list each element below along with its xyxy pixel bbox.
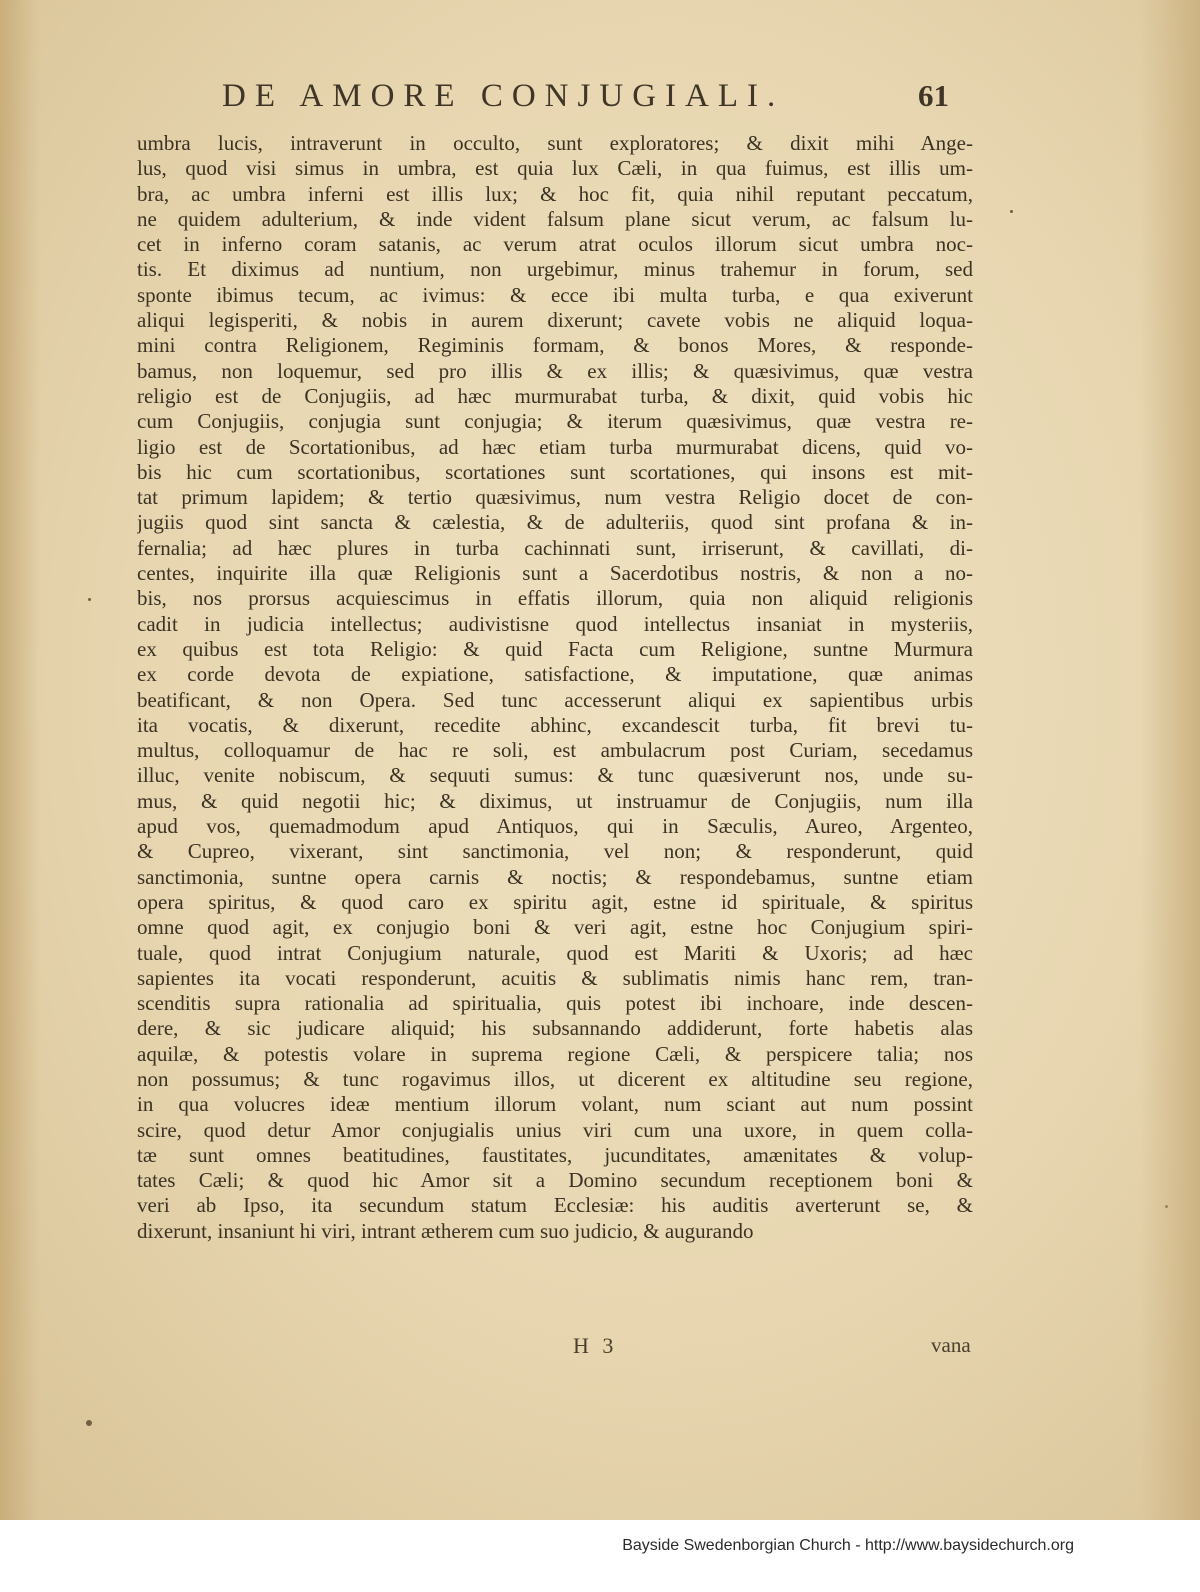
text-line: bis hic cum scortationibus, scortationes sunt scortationes, qui insons est mit- [137, 459, 973, 484]
paper-speck [88, 598, 91, 601]
text-line: ita vocatis, & dixerunt, recedite abhinc, excandescit turba, fit brevi tu- [137, 712, 973, 737]
text-line: sapientes ita vocati responderunt, acuitis & sublimatis nimis hanc rem, tran- [137, 965, 973, 990]
text-line: in qua volucres ideæ mentium illorum volant, num sciant aut num possint [137, 1092, 973, 1117]
paper-speck [1010, 210, 1013, 213]
text-line: scire, quod detur Amor conjugialis unius viri cum una uxore, in quem colla- [137, 1117, 973, 1142]
text-line: tæ sunt omnes beatitudines, faustitates, jucunditates, amænitates & volup- [137, 1142, 973, 1167]
text-line: dere, & sic judicare aliquid; his subsannando addiderunt, forte habetis alas [137, 1016, 973, 1041]
text-line: religio est de Conjugiis, ad hæc murmurabat turba, & dixit, quid vobis hic [137, 383, 973, 408]
text-line: tates Cæli; & quod hic Amor sit a Domino secundum receptionem boni & [137, 1168, 973, 1193]
text-line: fernalia; ad hæc plures in turba cachinnati sunt, irriserunt, & cavillati, di- [137, 535, 973, 560]
body-text [137, 131, 973, 1244]
text-line: bis, nos prorsus acquiescimus in effatis illorum, quia non aliquid religionis [137, 586, 973, 611]
text-line: jugiis quod sint sancta & cælestia, & de adulteriis, quod sint profana & in- [137, 510, 973, 535]
text-line: ligio est de Scortationibus, ad hæc etiam turba murmurabat dicens, quid vo- [137, 434, 973, 459]
footer-band [0, 1520, 1200, 1592]
text-line: bamus, non loquemur, sed pro illis & ex illis; & quæsivimus, quæ vestra [137, 358, 973, 383]
catchword: vana [931, 1333, 971, 1357]
text-line: mini contra Religionem, Regiminis formam, & bonos Mores, & responde- [137, 333, 973, 358]
text-line: bra, ac umbra inferni est illis lux; & hoc fit, quia nihil reputant peccatum, [137, 181, 973, 206]
text-line: multus, colloquamur de hac re soli, est ambulacrum post Curiam, secedamus [137, 738, 973, 763]
text-line: opera spiritus, & quod caro ex spiritu agit, estne id spirituale, & spiritus [137, 889, 973, 914]
text-line: lus, quod visi simus in umbra, est quia lux Cæli, in qua fuimus, est illis um- [137, 156, 973, 181]
text-line: omne quod agit, ex conjugio boni & veri agit, estne hoc Conjugium spiri- [137, 915, 973, 940]
text-line: mus, & quid negotii hic; & diximus, ut instruamur de Conjugiis, num illa [137, 788, 973, 813]
text-line: ne quidem adulterium, & inde vident falsum plane sicut verum, ac falsum lu- [137, 206, 973, 231]
text-line: sanctimonia, suntne opera carnis & noctis; & respondebamus, suntne etiam [137, 864, 973, 889]
text-line: centes, inquirite illa quæ Religionis sunt a Sacerdotibus nostris, & non a no- [137, 561, 973, 586]
running-title: DE AMORE CONJUGIALI. [222, 78, 785, 114]
text-line: cet in inferno coram satanis, ac verum atrat oculos illorum sicut umbra noc- [137, 232, 973, 257]
text-line: cadit in judicia intellectus; audivistisne quod intellectus insaniat in mysteriis, [137, 611, 973, 636]
text-line: apud vos, quemadmodum apud Antiquos, qui in Sæculis, Aureo, Argenteo, [137, 814, 973, 839]
text-line: aliqui legisperiti, & nobis in aurem dixerunt; cavete vobis ne aliquid loqua- [137, 308, 973, 333]
text-line: tuale, quod intrat Conjugium naturale, quod est Mariti & Uxoris; ad hæc [137, 940, 973, 965]
text-line: sponte ibimus tecum, ac ivimus: & ecce ibi multa turba, e qua exiverunt [137, 282, 973, 307]
text-line: veri ab Ipso, ita secundum statum Ecclesiæ: his auditis averterunt se, & [137, 1193, 973, 1218]
footer-credit: Bayside Swedenborgian Church - http://www.baysidechurch.org [622, 1537, 1074, 1554]
page-number: 61 [918, 78, 949, 113]
text-line: scenditis supra rationalia ad spiritualia, quis potest ibi inchoare, inde descen- [137, 991, 973, 1016]
text-line: dixerunt, insaniunt hi viri, intrant ætherem cum suo judicio, & augurando [137, 1218, 754, 1243]
text-line: cum Conjugiis, conjugia sunt conjugia; & iterum quæsivimus, quæ vestra re- [137, 409, 973, 434]
text-line: illuc, venite nobiscum, & sequuti sumus: & tunc quæsiverunt nos, unde su- [137, 763, 973, 788]
text-line: aquilæ, & potestis volare in suprema regione Cæli, & perspicere talia; nos [137, 1041, 973, 1066]
text-line: tat primum lapidem; & tertio quæsivimus, num vestra Religio docet de con- [137, 485, 973, 510]
text-line: ex corde devota de expiatione, satisfactione, & imputatione, quæ animas [137, 662, 973, 687]
text-line: beatificant, & non Opera. Sed tunc accesserunt aliqui ex sapientibus urbis [137, 687, 973, 712]
text-line: non possumus; & tunc rogavimus illos, ut dicerent ex altitudine seu regione, [137, 1066, 973, 1091]
paper-speck [86, 1420, 92, 1426]
text-line: tis. Et diximus ad nuntium, non urgebimur, minus trahemur in forum, sed [137, 257, 973, 282]
signature-mark: H 3 [573, 1333, 618, 1358]
text-line: & Cupreo, vixerant, sint sanctimonia, vel non; & responderunt, quid [137, 839, 973, 864]
paper-speck [1165, 1205, 1168, 1208]
text-line: umbra lucis, intraverunt in occulto, sunt exploratores; & dixit mihi Ange- [137, 131, 973, 155]
text-line: ex quibus est tota Religio: & quid Facta cum Religione, suntne Murmura [137, 636, 973, 661]
